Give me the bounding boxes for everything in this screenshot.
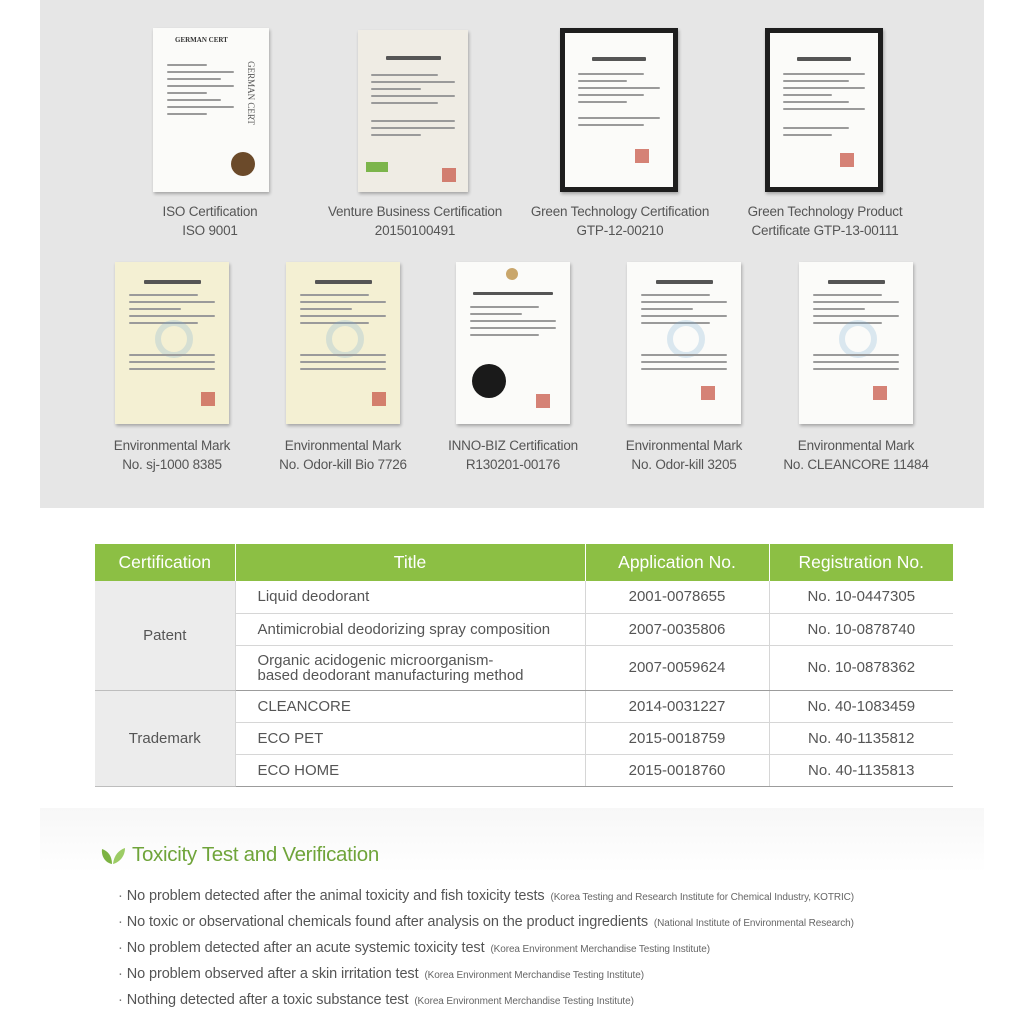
certificate-image-green-product	[765, 28, 883, 192]
application-no-cell: 2015-0018759	[585, 722, 769, 754]
application-no-cell: 2001-0078655	[585, 581, 769, 613]
application-no-cell: 2007-0059624	[585, 645, 769, 690]
certificate-logo-text: GERMAN CERT	[175, 36, 228, 44]
certificate-number: No. CLEANCORE 11484	[783, 457, 929, 472]
certificate-side-text: GERMAN CERT	[246, 61, 257, 125]
certificate-name: Environmental Mark	[284, 438, 402, 453]
bullet: ·	[118, 966, 123, 982]
column-header-registration-no: Registration No.	[769, 544, 953, 581]
emblem-icon	[506, 268, 518, 280]
toxicity-heading	[100, 843, 379, 867]
certificate-number: R130201-00176	[465, 457, 561, 472]
certificate-name: Environmental Mark	[113, 438, 231, 453]
certificate-number: Certificate GTP-13-00111	[751, 223, 899, 238]
bullet: ·	[118, 992, 123, 1008]
certificate-iso	[150, 28, 270, 238]
bullet: ·	[118, 940, 123, 956]
seal-icon	[840, 153, 854, 167]
certificate-name: INNO-BIZ Certification	[448, 438, 578, 453]
column-header-title: Title	[235, 544, 585, 581]
certificate-number: 20150100491	[374, 223, 456, 238]
seal-icon	[873, 386, 887, 400]
registration-no-cell: No. 40-1135812	[769, 722, 953, 754]
title-cell: Liquid deodorant	[235, 581, 585, 613]
seal-icon	[701, 386, 715, 400]
registration-no-cell: No. 40-1083459	[769, 690, 953, 722]
certificate-number: No. Odor-kill 3205	[631, 457, 737, 472]
registration-no-cell: No. 10-0447305	[769, 581, 953, 613]
registration-no-cell: No. 10-0878740	[769, 613, 953, 645]
certificate-env-mark-1	[112, 262, 232, 477]
seal-icon	[231, 152, 255, 176]
certificate-number: ISO 9001	[182, 223, 238, 238]
certificate-green-product	[747, 28, 903, 238]
source-text: (Korea Environment Merchandise Testing Institute)	[424, 970, 644, 981]
source-text: (National Institute of Environmental Research)	[653, 918, 854, 929]
seal-icon	[201, 392, 215, 406]
category-cell-patent: Patent	[95, 581, 235, 690]
certificate-number: No. sj-1000 8385	[122, 457, 222, 472]
certificate-number: GTP-12-00210	[576, 223, 664, 238]
certificate-name: Environmental Mark	[797, 438, 915, 453]
certificate-image-env-mark-3	[627, 262, 741, 424]
table-row	[95, 690, 953, 722]
category-cell-trademark: Trademark	[95, 690, 235, 786]
title-cell: CLEANCORE	[235, 690, 585, 722]
certificate-image-iso	[153, 28, 269, 192]
source-text: (Korea Environment Merchandise Testing Institute)	[490, 944, 710, 955]
list-item	[118, 962, 854, 988]
application-no-cell: 2007-0035806	[585, 613, 769, 645]
title-cell: ECO HOME	[235, 754, 585, 786]
list-item	[118, 988, 854, 1014]
source-text: (Korea Environment Merchandise Testing Institute)	[414, 996, 634, 1007]
title-cell: Organic acidogenic microorganism-based deodorant manufacturing method	[235, 645, 585, 690]
certificate-env-mark-4	[783, 262, 929, 477]
certificate-image-env-mark-1	[115, 262, 229, 424]
bullet: ·	[118, 888, 123, 904]
list-item	[118, 910, 854, 936]
certificate-green-tech	[530, 28, 710, 238]
table-header-row	[95, 544, 953, 581]
registration-table	[95, 544, 953, 787]
hologram-seal-icon	[472, 364, 506, 398]
certificate-name: Environmental Mark	[625, 438, 743, 453]
certificate-image-env-mark-4	[799, 262, 913, 424]
table-row	[95, 581, 953, 613]
certificate-venture	[327, 28, 503, 238]
registration-no-cell: No. 10-0878362	[769, 645, 953, 690]
certificate-env-mark-2	[279, 262, 407, 477]
certificate-env-mark-3	[624, 262, 744, 477]
certificate-name: Green Technology Certification	[530, 204, 710, 219]
application-no-cell: 2014-0031227	[585, 690, 769, 722]
seal-icon	[536, 394, 550, 408]
result-text: No toxic or observational chemicals found after analysis on the product ingredients	[126, 914, 648, 930]
list-item	[118, 936, 854, 962]
toxicity-list	[118, 884, 854, 1014]
result-text: No problem detected after an acute systemic toxicity test	[126, 940, 485, 956]
section-title: Toxicity Test and Verification	[132, 843, 380, 866]
seal-icon	[372, 392, 386, 406]
certificate-name: Venture Business Certification	[327, 204, 503, 219]
result-text: No problem detected after the animal toxicity and fish toxicity tests	[126, 888, 545, 904]
source-text: (Korea Testing and Research Institute for Chemical Industry, KOTRIC)	[550, 892, 855, 903]
result-text: Nothing detected after a toxic substance test	[126, 992, 409, 1008]
certificate-image-venture	[358, 30, 468, 192]
column-header-certification: Certification	[95, 544, 235, 581]
certificate-gallery	[40, 0, 984, 508]
application-no-cell: 2015-0018760	[585, 754, 769, 786]
certificate-name: Green Technology Product	[747, 204, 903, 219]
certificate-image-green-tech	[560, 28, 678, 192]
certificate-name: ISO Certification	[162, 204, 258, 219]
bullet: ·	[118, 914, 123, 930]
certificate-image-inno-biz	[456, 262, 570, 424]
registration-no-cell: No. 40-1135813	[769, 754, 953, 786]
leaf-icon	[100, 845, 126, 865]
column-header-application-no: Application No.	[585, 544, 769, 581]
list-item	[118, 884, 854, 910]
certificate-image-env-mark-2	[286, 262, 400, 424]
title-cell: Antimicrobial deodorizing spray composition	[235, 613, 585, 645]
certificate-number: No. Odor-kill Bio 7726	[279, 457, 407, 472]
seal-icon	[635, 149, 649, 163]
result-text: No problem observed after a skin irritation test	[126, 966, 419, 982]
seal-icon	[442, 168, 456, 182]
title-cell: ECO PET	[235, 722, 585, 754]
certificate-inno-biz	[448, 262, 578, 477]
